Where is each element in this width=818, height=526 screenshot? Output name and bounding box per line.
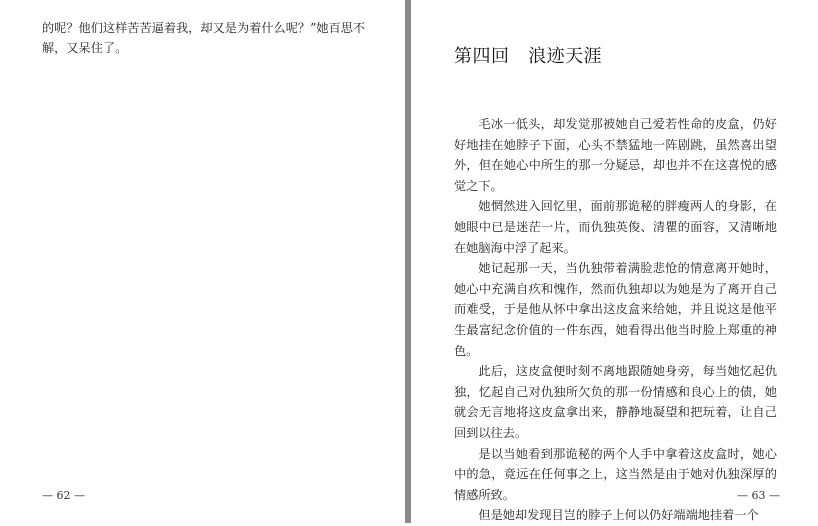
left-page: [0, 0, 405, 523]
left-page-text: 的呢？他们这样苦苦逼着我，却又是为着什么呢？”她百思不解，又呆住了。: [42, 21, 366, 55]
chapter-title: 第四回 浪迹天涯: [454, 46, 603, 67]
body-paragraph: 毛冰一低头，却发觉那被她自己爱若性命的皮盒，仍好好地挂在她脖子下面，心头不禁猛地一阵剧跳，虽然喜出望外，但在她心中所生的那一分疑忌，却也并不在这喜悦的感觉之下。: [454, 117, 777, 193]
body-paragraph: 此后，这皮盒便时刻不离地跟随她身旁，每当她忆起仇独，忆起自己对仇独所欠负的那一份情感和良心上的债，她就会无言地将这皮盒拿出来，静静地凝望和把玩着，让自己回到以往去。: [454, 364, 777, 440]
right-page-number: — 63 —: [737, 489, 780, 502]
body-paragraph: 她记起那一天，当仇独带着满脸悲怆的情意离开她时，她心中充满自疚和愧作，然而仇独却以为她是为了离开自己而难受，于是他从怀中拿出这皮盒来给她，并且说这是他平生最富纪念价值的一件东西，她看得出他当时脸上郑重的神色。: [454, 261, 777, 358]
body-paragraph: 是以当她看到那诡秘的两个人手中拿着这皮盒时，她心中的急，竟远在任何事之上，这当然是由于她对仇独深厚的情感所致。: [454, 446, 777, 502]
right-page: [411, 0, 818, 523]
body-paragraph: 她惘然进入回忆里，面前那诡秘的胖瘦两人的身影，在她眼中已是迷茫一片，而仇独英俊、清瞿的面容，又清晰地在她脑海中浮了起来。: [454, 199, 777, 255]
left-page-number: — 62 —: [42, 489, 85, 502]
body-paragraph: 但是她却发现目岂的脖子上何以仍好端端地挂着一个: [478, 508, 759, 523]
